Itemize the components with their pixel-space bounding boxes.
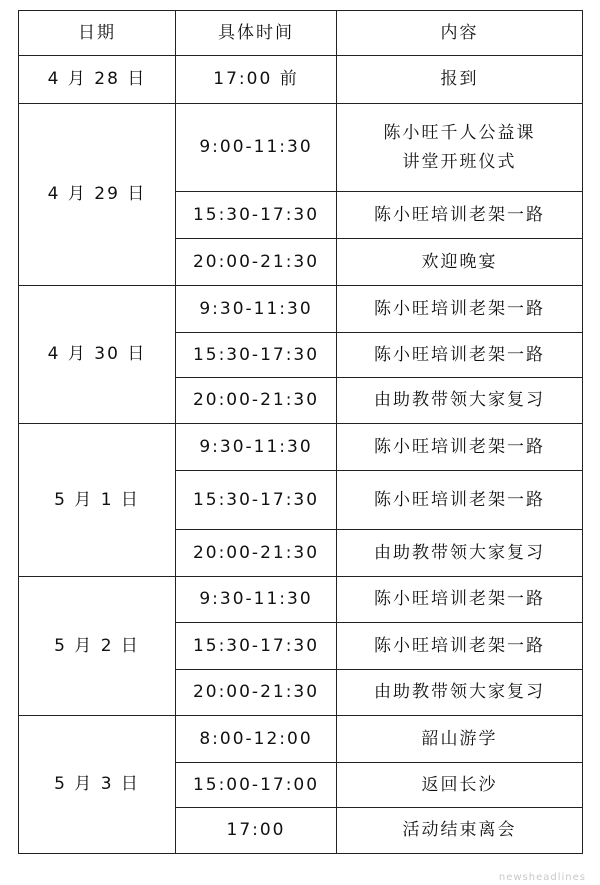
table-row: [19, 577, 583, 623]
date-cell: 4 月 28 日: [19, 56, 176, 104]
content-cell: [337, 104, 583, 192]
content-cell: 报到: [337, 56, 583, 104]
time-cell: 15:30-17:30: [176, 471, 337, 530]
time-cell: 20:00-21:30: [176, 239, 337, 286]
header-content: 内容: [337, 11, 583, 56]
time-cell: 17:00: [176, 808, 337, 854]
content-cell: 陈小旺培训老架一路: [337, 424, 583, 471]
time-cell: 20:00-21:30: [176, 670, 337, 716]
time-cell: 15:30-17:30: [176, 623, 337, 670]
time-cell: 15:30-17:30: [176, 192, 337, 239]
header-date: 日期: [19, 11, 176, 56]
time-cell: 9:30-11:30: [176, 577, 337, 623]
content-cell: 陈小旺培训老架一路: [337, 471, 583, 530]
table-row: [19, 716, 583, 763]
schedule-table: [18, 10, 583, 854]
time-cell: 17:00 前: [176, 56, 337, 104]
time-cell: 9:00-11:30: [176, 104, 337, 192]
content-cell: 陈小旺培训老架一路: [337, 286, 583, 333]
time-cell: 9:30-11:30: [176, 286, 337, 333]
content-cell: 活动结束离会: [337, 808, 583, 854]
time-cell: 20:00-21:30: [176, 378, 337, 424]
time-cell: 9:30-11:30: [176, 424, 337, 471]
time-cell: 20:00-21:30: [176, 530, 337, 577]
content-cell: 韶山游学: [337, 716, 583, 763]
date-cell: 4 月 30 日: [19, 286, 176, 424]
content-cell: 陈小旺培训老架一路: [337, 577, 583, 623]
table-row: [19, 424, 583, 471]
table-row: [19, 56, 583, 104]
header-row: [19, 11, 583, 56]
date-cell: 5 月 1 日: [19, 424, 176, 577]
content-cell: 由助教带领大家复习: [337, 530, 583, 577]
table-row: [19, 286, 583, 333]
table-row: [19, 104, 583, 192]
content-cell: 由助教带领大家复习: [337, 378, 583, 424]
content-text: 陈小旺千人公益课讲堂开班仪式: [383, 122, 536, 172]
date-cell: 5 月 3 日: [19, 716, 176, 854]
time-cell: 15:00-17:00: [176, 763, 337, 808]
content-cell: 陈小旺培训老架一路: [337, 623, 583, 670]
date-cell: 4 月 29 日: [19, 104, 176, 286]
header-time: 具体时间: [176, 11, 337, 56]
time-cell: 8:00-12:00: [176, 716, 337, 763]
content-cell: 陈小旺培训老架一路: [337, 333, 583, 378]
content-cell: 由助教带领大家复习: [337, 670, 583, 716]
watermark: newsheadlines: [498, 872, 586, 883]
content-cell: 陈小旺培训老架一路: [337, 192, 583, 239]
content-cell: 欢迎晚宴: [337, 239, 583, 286]
content-cell: 返回长沙: [337, 763, 583, 808]
time-cell: 15:30-17:30: [176, 333, 337, 378]
date-cell: 5 月 2 日: [19, 577, 176, 716]
